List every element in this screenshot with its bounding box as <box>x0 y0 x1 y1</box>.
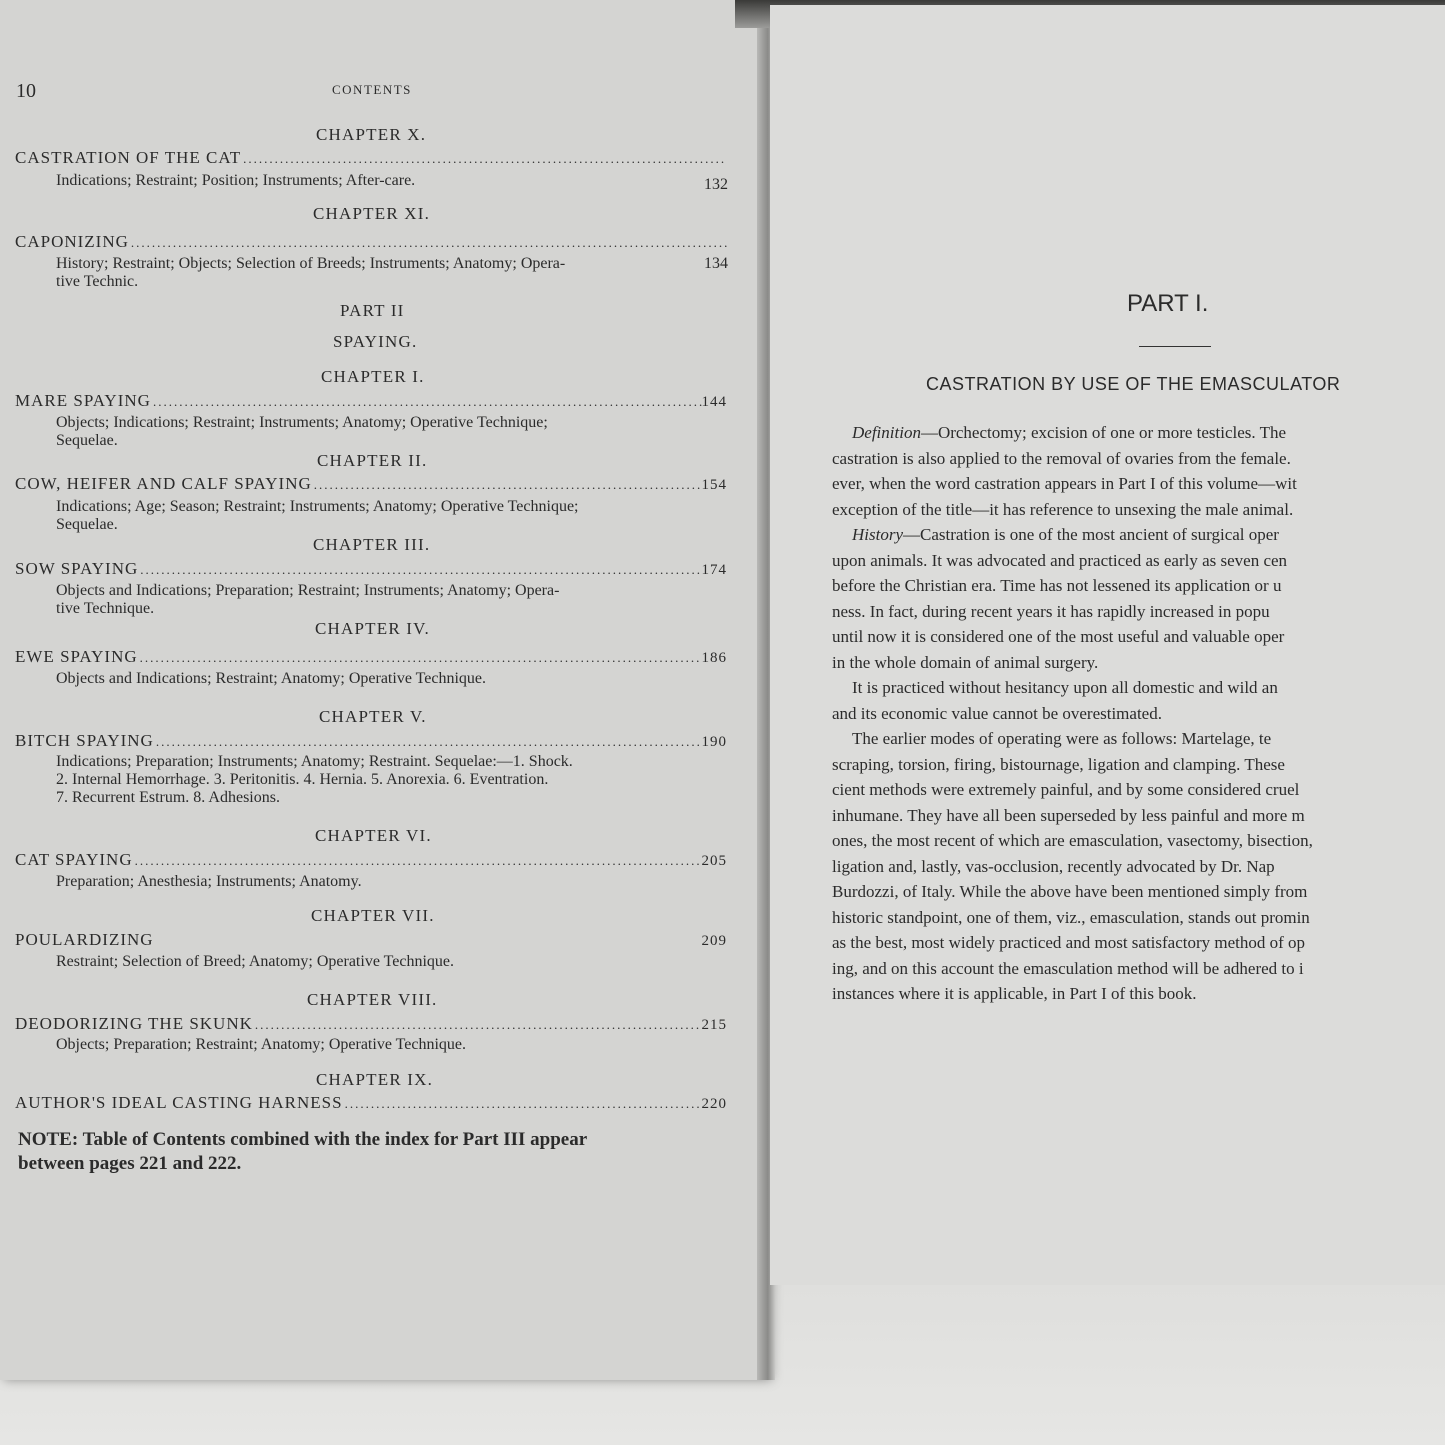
toc-entry-page: 215 <box>701 1017 727 1033</box>
toc-entry-title: BITCH SPAYING <box>15 731 154 750</box>
chapter-heading: CHAPTER V. <box>319 707 427 726</box>
toc-entry <box>15 1093 727 1113</box>
toc-entry-title: SOW SPAYING <box>15 559 139 578</box>
toc-entry-title: MARE SPAYING <box>15 391 151 410</box>
chapter-heading: CHAPTER IX. <box>316 1070 434 1089</box>
leader-dots <box>243 151 727 167</box>
toc-entry-title: CASTRATION OF THE CAT <box>15 148 242 167</box>
toc-entry-page: 144 <box>701 394 727 410</box>
toc-entry <box>15 930 727 950</box>
toc-entry-description: Objects; Indications; Restraint; Instruments; Anatomy; Operative Technique; Sequelae. <box>56 414 548 449</box>
toc-entry <box>15 474 727 494</box>
history-label: History <box>852 525 903 544</box>
toc-entry-page: 134 <box>704 255 728 272</box>
toc-entry-title: POULARDIZING <box>15 930 154 949</box>
chapter-heading: CHAPTER III. <box>313 535 431 554</box>
toc-entry-page: 205 <box>701 853 727 869</box>
toc-entry <box>15 731 727 751</box>
leader-dots <box>140 562 701 578</box>
part-title: PART I. <box>1127 290 1209 317</box>
title-rule <box>1139 346 1211 347</box>
toc-entry-page: 186 <box>701 650 727 666</box>
toc-entry-page: 154 <box>701 477 727 493</box>
toc-entry <box>15 850 727 870</box>
leader-dots <box>140 650 702 666</box>
toc-entry-description: Objects and Indications; Preparation; Restraint; Instruments; Anatomy; Opera- tive Technique. <box>56 582 560 617</box>
toc-entry-title: CAPONIZING <box>15 232 129 251</box>
toc-entry-page: 132 <box>704 176 728 193</box>
toc-note: NOTE: Table of Contents combined with the index for Part III appear between pages 221 and 222. <box>18 1129 588 1174</box>
toc-entry <box>15 232 727 252</box>
chapter-heading: CHAPTER VI. <box>315 826 432 845</box>
leader-dots <box>255 1017 702 1033</box>
toc-entry-title: EWE SPAYING <box>15 647 138 666</box>
toc-entry-description: Indications; Age; Season; Restraint; Instruments; Anatomy; Operative Technique; Sequelae. <box>56 498 579 533</box>
toc-entry-page: 220 <box>701 1096 727 1112</box>
toc-entry-title: COW, HEIFER AND CALF SPAYING <box>15 474 312 493</box>
toc-entry <box>15 148 727 168</box>
toc-entry-title: DEODORIZING THE SKUNK <box>15 1014 253 1033</box>
toc-entry-description: History; Restraint; Objects; Selection of Breeds; Instruments; Anatomy; Opera- tive Technic. 134 <box>56 255 728 290</box>
toc-entry-description: Indications; Preparation; Instruments; Anatomy; Restraint. Sequelae:—1. Shock. 2. Internal Hemorrhage. 3. Peritonitis. 4. Hernia. 5. Anorexia. 6. Eventration. 7. Recurrent Estrum. 8. Adhesions. <box>56 753 573 806</box>
toc-entry <box>15 1014 727 1034</box>
chapter-heading: CHAPTER XI. <box>313 204 431 223</box>
chapter-heading: CHAPTER VIII. <box>307 990 438 1009</box>
body-text: Definition—Orchectomy; excision of one or more testicles. The castration is also applied to the removal of ovaries from the female. ever, when the word castration appears in Part I of this volume—wit exception of the title—it has reference to unsexing the male animal. History—Castration is one of the most ancient of surgical oper upon animals. It was advocated and practiced as early as seven cen before the Christian era. Time has not lessened its application or u ness. In fact, during recent years it has rapidly increased in popu until now it is considered one of the most useful and valuable oper in the whole domain of animal surgery. It is practiced without hesitancy upon all domestic and wild an and its economic value cannot be overestimated. The earlier modes of operating were as follows: Martelage, te scraping, torsion, firing, bistournage, ligation and clamping. These cient methods were extremely painful, and by some considered cruel inhumane. They have all been superseded by less painful and more m ones, the most recent of which are emasculation, vasectomy, bisection, ligation and, lastly, vas-occlusion, recently advocated by Dr. Nap Burdozzi, of Italy. While the above have been mentioned simply from historic standpoint, one of them, viz., emasculation, stands out promin as the best, most widely practiced and most satisfactory method of op ing, and on this account the emasculation method will be adhered to i instances where it is applicable, in Part I of this book. <box>832 423 1313 1003</box>
leader-dots <box>314 477 702 493</box>
chapter-heading: CHAPTER II. <box>317 451 428 470</box>
part-heading: PART II <box>340 301 405 320</box>
part-subheading: SPAYING. <box>333 332 418 351</box>
leader-dots <box>135 853 702 869</box>
page-number: 10 <box>16 80 36 102</box>
toc-entry-description: Objects and Indications; Restraint; Anatomy; Operative Technique. <box>56 670 487 687</box>
chapter-heading: CHAPTER I. <box>321 367 425 386</box>
toc-entry-description: Objects; Preparation; Restraint; Anatomy; Operative Technique. <box>56 1036 467 1053</box>
toc-entry <box>15 391 727 411</box>
toc-entry-description: Indications; Restraint; Position; Instruments; After-care. 132 <box>56 172 728 193</box>
toc-entry-page: 190 <box>701 734 727 750</box>
chapter-heading: CHAPTER X. <box>316 125 427 144</box>
toc-entry-page: 209 <box>701 933 727 949</box>
toc-entry-description: Preparation; Anesthesia; Instruments; Anatomy. <box>56 873 362 890</box>
leader-dots <box>153 394 702 410</box>
leader-dots <box>156 734 702 750</box>
running-head: CONTENTS <box>332 82 412 97</box>
definition-label: Definition <box>852 423 921 442</box>
leader-dots <box>345 1096 702 1112</box>
section-title: CASTRATION BY USE OF THE EMASCULATOR <box>926 374 1341 394</box>
toc-entry-title: CAT SPAYING <box>15 850 133 869</box>
leader-dots <box>131 235 727 251</box>
chapter-heading: CHAPTER IV. <box>315 619 430 638</box>
chapter-heading: CHAPTER VII. <box>311 906 435 925</box>
toc-entry <box>15 647 727 667</box>
toc-entry-page: 174 <box>701 562 727 578</box>
toc-entry-title: AUTHOR'S IDEAL CASTING HARNESS <box>15 1093 343 1112</box>
toc-entry-description: Restraint; Selection of Breed; Anatomy; Operative Technique. <box>56 953 455 970</box>
toc-entry <box>15 559 727 579</box>
